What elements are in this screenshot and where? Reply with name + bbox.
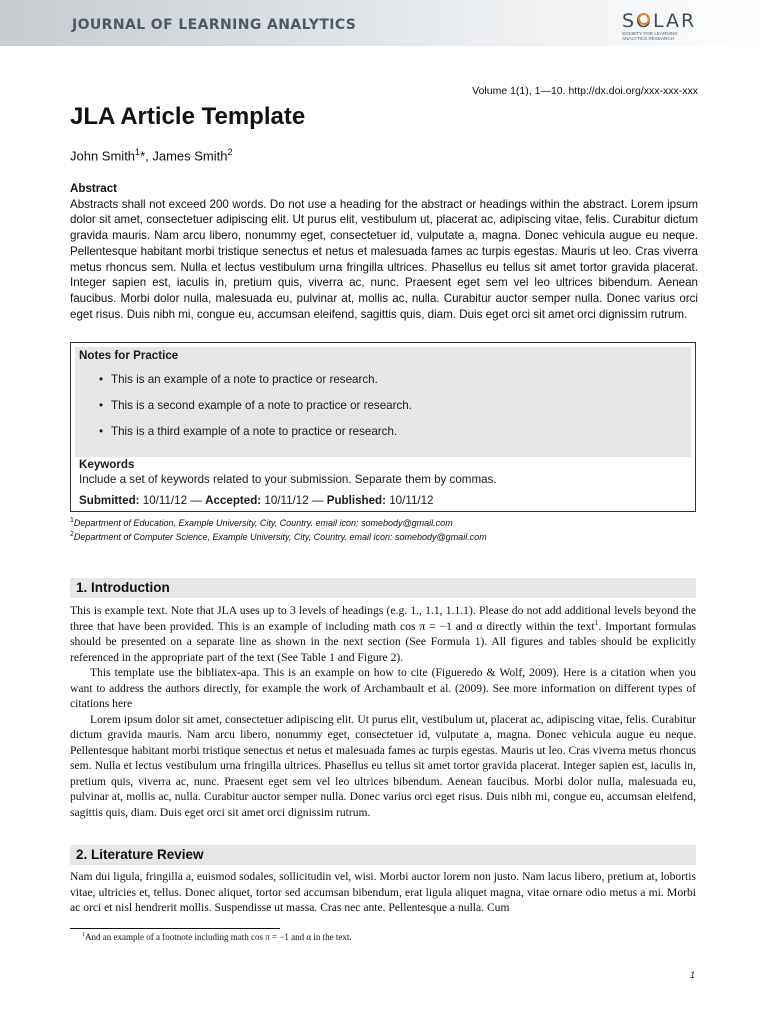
date-separator: — — [308, 494, 327, 507]
date-separator: — — [187, 494, 206, 507]
corresponding-mark: * — [140, 148, 146, 164]
accepted-label: Accepted: — [205, 494, 262, 507]
introduction-body — [70, 603, 696, 820]
volume-line: Volume 1(1), 1—10. http://dx.doi.org/xxx-xxx-xxx — [472, 85, 698, 97]
affiliation — [70, 517, 453, 528]
journal-banner — [0, 0, 768, 46]
paragraph-text: . Important formulas should be presented on a separate line as shown in the next section (See Formula 1). All figures and tables should be explicitly referenced in the appropriate part of the text (See Table 1 and Figure 2). — [70, 619, 696, 664]
footnote-marker[interactable]: 1 — [594, 617, 599, 627]
section-heading-introduction: 1. Introduction — [70, 578, 696, 598]
submitted-label: Submitted: — [79, 494, 140, 507]
keywords-text: Include a set of keywords related to your submission. Separate them by commas. — [79, 473, 497, 486]
bullet-icon: • — [99, 373, 104, 386]
bullet-icon: • — [99, 399, 104, 412]
solar-logo — [618, 10, 698, 42]
abstract-text: Abstracts shall not exceed 200 words. Do not use a heading for the abstract or headings within the abstract. Lorem ipsum dolor sit amet, consectetuer adipiscing elit. Ut purus elit, vestibulum ut, placerat ac, adipiscing vitae, felis. Curabitur dictum gravida mauris. Nam arcu libero, nonummy eget, consectetuer id, vulputate a, magna. Donec vehicula augue eu neque. Pellentesque habitant morbi tristique senectus et netus et malesuada fames ac turpis egestas. Mauris ut leo. Cras viverra metus rhoncus sem. Nulla et lectus vestibulum urna fringilla ultrices. Phasellus eu tellus sit amet tortor gravida placerat. Integer sapien est, iaculis in, pretium quis, viverra ac, nunc. Praesent eget sem vel leo ultrices bibendum. Aenean faucibus. Morbi dolor nulla, malesuada eu, pulvinar at, mollis ac, nulla. Curabitur auctor semper nulla. Donec varius orci eget risus. Duis nibh mi, congue eu, accumsan eleifend, sagittis quis, diam. Duis eget orci sit amet orci dignissim rutrum. — [70, 197, 698, 321]
article-title: JLA Article Template — [70, 103, 306, 130]
affiliation-number: 2 — [70, 531, 74, 538]
note-text: This is an example of a note to practice or research. — [111, 373, 378, 386]
journal-name: JOURNAL OF LEARNING ANALYTICS — [72, 17, 357, 33]
affiliation — [70, 531, 487, 542]
paragraph: Nam dui ligula, fringilla a, euismod sodales, sollicitudin vel, wisi. Morbi auctor lorem non justo. Nam lacus libero, pretium at, lobortis vitae, ultricies et, tellus. Donec aliquet, tortor sed accumsan bibendum, erat ligula aliquet magna, vitae ornare odio metus a mi. Morbi ac orci et nisl hendrerit mollis. Suspendisse ut massa. Cras nec ante. Pellentesque a nulla. Cum — [70, 870, 696, 914]
list-item — [99, 399, 412, 425]
list-item — [99, 425, 412, 451]
footnote-number: 1 — [82, 932, 85, 938]
logo-ring-icon — [638, 13, 650, 25]
notes-list — [99, 373, 412, 451]
author-name: James Smith — [152, 148, 228, 164]
notes-for-practice-box — [70, 342, 696, 512]
list-item — [99, 373, 412, 399]
accepted-date: 10/11/12 — [264, 494, 309, 507]
notes-heading: Notes for Practice — [79, 349, 179, 362]
footnote — [82, 932, 352, 942]
abstract-heading: Abstract — [70, 182, 118, 195]
page-number: 1 — [690, 970, 696, 980]
paragraph — [70, 603, 696, 665]
paragraph: Lorem ipsum dolor sit amet, consectetuer adipiscing elit. Ut purus elit, vestibulum ut, placerat ac, adipiscing vitae, felis. Curabitur dictum gravida mauris. Nam arcu libero, nonummy eget, consectetuer id, vulputate a, magna. Donec vehicula augue eu neque. Pellentesque habitant morbi tristique senectus et netus et malesuada fames ac turpis egestas. Mauris ut leo. Cras viverra metus rhoncus sem. Nulla et lectus vestibulum urna fringilla ultrices. Phasellus eu tellus sit amet tortor gravida placerat. Integer sapien est, iaculis in, pretium quis, viverra ac, nunc. Praesent eget sem vel leo ultrices bibendum. Aenean faucibus. Morbi dolor nulla, malesuada eu, pulvinar at, mollis ac, nulla. Curabitur auctor semper nulla. Donec varius orci eget risus. Duis nibh mi, congue eu, accumsan eleifend, sagittis quis, diam. Duis eget orci sit amet orci dignissim rutrum. — [70, 712, 696, 819]
footnote-text: And an example of a footnote including math cos π = −1 and α in the text. — [85, 932, 352, 942]
footnote-divider — [70, 928, 280, 929]
author-affil-marker: 2 — [227, 147, 233, 157]
author-separator: , — [145, 148, 153, 164]
published-label: Published: — [326, 494, 386, 507]
affiliation-number: 1 — [70, 517, 74, 524]
logo-subtitle: SOCIETY FOR LEARNING ANALYTICS RESEARCH — [622, 31, 678, 41]
submission-dates — [79, 494, 434, 507]
bullet-icon: • — [99, 425, 104, 438]
submitted-date: 10/11/12 — [142, 494, 188, 507]
note-text: This is a second example of a note to practice or research. — [111, 399, 412, 412]
author-list — [70, 147, 233, 163]
paragraph: This template use the bibliatex-apa. This is an example on how to cite (Figueredo & Wolf, 2009). Here is a citation when you want to address the authors directly, for example the work of Archambault et al. (2009). See more information on different types of citations here — [70, 666, 696, 710]
literature-review-body — [70, 869, 696, 916]
section-heading-literature-review: 2. Literature Review — [70, 845, 696, 865]
paragraph-text: This is example text. Note that JLA uses up to 3 levels of headings (e.g. 1., 1.1, 1.1.1). Please do not add additional levels beyond the three that have been provided. This is an example of including math cos π = −1 and α directly within the text — [70, 604, 696, 633]
note-text: This is a third example of a note to practice or research. — [111, 425, 398, 438]
published-date: 10/11/12 — [389, 494, 434, 507]
logo-wordmark: SOLAR — [622, 10, 697, 32]
author-affil-marker: 1 — [135, 147, 141, 157]
keywords-heading: Keywords — [79, 458, 135, 471]
affiliation-text: Department of Education, Example University, City, Country. email icon: somebody@gmail.com — [73, 518, 453, 528]
affiliation-text: Department of Computer Science, Example University, City, Country. email icon: somebody@gmail.com — [73, 532, 487, 542]
abstract — [70, 181, 698, 322]
author-name: John Smith — [70, 148, 136, 164]
